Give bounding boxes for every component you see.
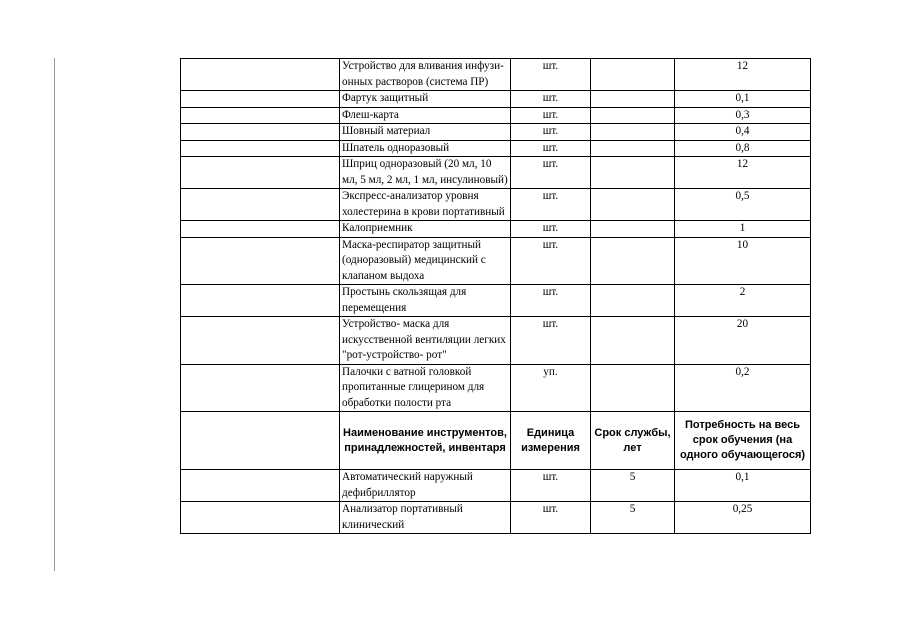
item-unit: шт.	[511, 502, 591, 534]
item-service-life	[591, 140, 675, 157]
table-row	[181, 140, 811, 157]
row-empty-cell	[181, 91, 340, 108]
item-name: Анализатор портативный клинический	[340, 502, 511, 534]
item-service-life	[591, 317, 675, 365]
item-name: Простынь скользящая для перемещения	[340, 285, 511, 317]
row-empty-cell	[181, 189, 340, 221]
item-service-life	[591, 107, 675, 124]
header-unit: Единица измерения	[511, 412, 591, 470]
item-quantity: 10	[675, 237, 811, 285]
item-unit: шт.	[511, 157, 591, 189]
item-service-life	[591, 91, 675, 108]
row-empty-cell	[181, 237, 340, 285]
item-name: Палочки с ватной головкой пропитанные глицерином для обработки полости рта	[340, 364, 511, 412]
header-empty-cell	[181, 412, 340, 470]
row-empty-cell	[181, 502, 340, 534]
item-name: Шовный материал	[340, 124, 511, 141]
item-quantity: 0,2	[675, 364, 811, 412]
item-service-life	[591, 189, 675, 221]
item-name: Шприц одноразовый (20 мл, 10 мл, 5 мл, 2 мл, 1 мл, инсулиновый)	[340, 157, 511, 189]
item-unit: шт.	[511, 140, 591, 157]
row-empty-cell	[181, 470, 340, 502]
item-quantity: 12	[675, 157, 811, 189]
row-empty-cell	[181, 140, 340, 157]
row-empty-cell	[181, 221, 340, 238]
row-empty-cell	[181, 59, 340, 91]
page-margin-line	[54, 58, 55, 571]
row-empty-cell	[181, 157, 340, 189]
item-name: Устройство для вливания инфузи-онных растворов (система ПР)	[340, 59, 511, 91]
item-name: Устройство- маска для искусственной вентиляции легких "рот-устройство- рот"	[340, 317, 511, 365]
item-name: Фартук защитный	[340, 91, 511, 108]
item-service-life	[591, 364, 675, 412]
item-quantity: 0,3	[675, 107, 811, 124]
item-name: Экспресс-анализатор уровня холестерина в крови портативный	[340, 189, 511, 221]
item-quantity: 0,1	[675, 470, 811, 502]
item-name: Шпатель одноразовый	[340, 140, 511, 157]
table-row	[181, 157, 811, 189]
item-service-life: 5	[591, 502, 675, 534]
item-unit: шт.	[511, 221, 591, 238]
item-unit: шт.	[511, 124, 591, 141]
item-unit: шт.	[511, 107, 591, 124]
item-service-life	[591, 59, 675, 91]
table-row	[181, 317, 811, 365]
table-row	[181, 285, 811, 317]
item-quantity: 2	[675, 285, 811, 317]
header-name: Наименование инструментов, принадлежностей, инвентаря	[340, 412, 511, 470]
equipment-table	[180, 58, 811, 534]
row-empty-cell	[181, 107, 340, 124]
item-unit: шт.	[511, 189, 591, 221]
table-row	[181, 221, 811, 238]
item-unit: шт.	[511, 317, 591, 365]
table-row	[181, 237, 811, 285]
row-empty-cell	[181, 364, 340, 412]
item-unit: шт.	[511, 237, 591, 285]
item-quantity: 0,1	[675, 91, 811, 108]
item-quantity: 20	[675, 317, 811, 365]
row-empty-cell	[181, 317, 340, 365]
item-service-life	[591, 221, 675, 238]
table-row	[181, 124, 811, 141]
table-row	[181, 364, 811, 412]
item-unit: шт.	[511, 470, 591, 502]
item-unit: уп.	[511, 364, 591, 412]
item-unit: шт.	[511, 91, 591, 108]
item-service-life	[591, 124, 675, 141]
item-quantity: 0,8	[675, 140, 811, 157]
item-quantity: 0,4	[675, 124, 811, 141]
item-name: Автоматический наружный дефибриллятор	[340, 470, 511, 502]
item-service-life	[591, 285, 675, 317]
table-row	[181, 189, 811, 221]
item-name: Маска-респиратор защитный (одноразовый) медицинский с клапаном выдоха	[340, 237, 511, 285]
row-empty-cell	[181, 285, 340, 317]
item-name: Калоприемник	[340, 221, 511, 238]
header-qty: Потребность на весь срок обучения (на одного обучающегося)	[675, 412, 811, 470]
item-quantity: 0,25	[675, 502, 811, 534]
item-quantity: 0,5	[675, 189, 811, 221]
item-quantity: 12	[675, 59, 811, 91]
table-header-row	[181, 412, 811, 470]
item-unit: шт.	[511, 59, 591, 91]
item-name: Флеш-карта	[340, 107, 511, 124]
table-row	[181, 107, 811, 124]
table-row	[181, 470, 811, 502]
item-service-life	[591, 157, 675, 189]
table-row	[181, 59, 811, 91]
table-row	[181, 91, 811, 108]
item-quantity: 1	[675, 221, 811, 238]
item-service-life: 5	[591, 470, 675, 502]
item-unit: шт.	[511, 285, 591, 317]
row-empty-cell	[181, 124, 340, 141]
header-life: Срок службы, лет	[591, 412, 675, 470]
table-row	[181, 502, 811, 534]
item-service-life	[591, 237, 675, 285]
